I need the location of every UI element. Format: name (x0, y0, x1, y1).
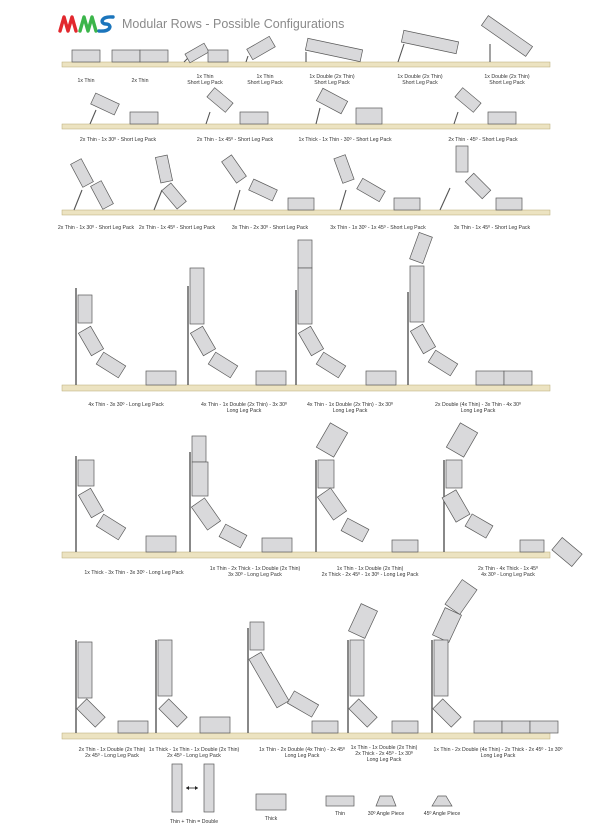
legend-angle-45 (424, 796, 461, 817)
config-18 (188, 268, 287, 414)
config-caption: 1x Thin (77, 78, 95, 84)
config-caption: 1x Thin - 2x Double (4x Thin) - 2x Thick - 2x 45º - 1x 30º Long Leg Pack (433, 747, 563, 759)
legend-thick (256, 794, 286, 822)
config-caption: 4x Thin - 3x 30º - Long Leg Pack (88, 402, 164, 408)
config-caption: 3x Thin - 2x 30º - Short Leg Pack (231, 225, 309, 231)
config-caption: 4x Thin - 1x Double (2x Thin) - 3x 30º Long Leg Pack (201, 402, 287, 414)
row-1-floor (62, 62, 550, 67)
config-caption: 2x Thin (131, 78, 149, 84)
config-04 (246, 36, 283, 86)
legend-label: Thin (334, 811, 346, 817)
page-title: Modular Rows - Possible Configurations (122, 17, 345, 31)
config-caption: 3x Thin - 1x 30º - 1x 45º - Short Leg Pack (330, 225, 426, 231)
legend-label: Thick (264, 816, 278, 822)
config-caption: 2x Thin - 1x Double (2x Thin) 2x 45º - Long Leg Pack (78, 747, 146, 759)
config-caption: 1x Thin Short Leg Pack (187, 74, 223, 86)
config-caption: 3x Thin - 1x 45º - Short Leg Pack (453, 225, 531, 231)
config-caption: 2x Thin - 1x 45º - Short Leg Pack (196, 137, 274, 143)
config-caption: 1x Thin - 1x Double (2x Thin) 2x Thick - 2x 45º - 1x 30º - Long Leg Pack (321, 566, 419, 578)
row-2-floor (62, 124, 550, 129)
config-caption: 2x Thin - 1x 30º - Short Leg Pack (79, 137, 157, 143)
config-10 (298, 88, 392, 143)
config-14 (222, 155, 314, 231)
config-caption: 2x Thin - 45º - Short Leg Pack (448, 137, 518, 143)
config-caption: 1x Thin - 1x Double (2x Thin) 2x Thick - 2x 45º - 1x 30º Long Leg Pack (350, 745, 418, 763)
config-11 (448, 88, 518, 143)
config-caption: 2x Thin - 1x 45º - Short Leg Pack (138, 225, 216, 231)
config-caption: 1x Thin - 2x Double (4x Thin) - 2x 45º Long Leg Pack (259, 747, 345, 759)
config-08 (80, 93, 158, 143)
config-caption: 1x Thick - 1x Thin - 1x Double (2x Thin) 2x 45º - Long Leg Pack (148, 747, 240, 759)
legend (170, 764, 461, 825)
config-caption: 2x Thin - 1x 30º - Short Leg Pack (57, 225, 135, 231)
config-09 (197, 88, 274, 143)
config-caption: 2x Thin - 4x Thick - 1x 45º 4x 30º - Long Leg Pack (478, 566, 538, 578)
legend-angle-30 (368, 796, 405, 817)
config-caption: 1x Double (2x Thin) Short Leg Pack (484, 74, 530, 86)
row-6-floor (62, 733, 550, 739)
config-caption: 1x Double (2x Thin) Short Leg Pack (309, 74, 355, 86)
config-caption: 1x Double (2x Thin) Short Leg Pack (397, 74, 443, 86)
legend-thin (326, 796, 354, 817)
config-16 (440, 146, 530, 231)
config-15 (330, 155, 426, 231)
config-26 (149, 640, 240, 759)
legend-label: Thin + Thin = Double (169, 819, 219, 825)
config-06 (397, 30, 458, 86)
config-12 (58, 159, 135, 231)
legend-thin-double (170, 764, 218, 825)
config-13 (139, 155, 216, 231)
config-caption: 1x Thick - 3x Thin - 3x 30º - Long Leg Pack (84, 570, 184, 576)
config-25 (76, 640, 148, 759)
brand-logo (60, 17, 113, 31)
config-caption: 2x Double (4x Thin) - 3x Thin - 4x 30º Long Leg Pack (435, 402, 521, 414)
row-4-floor (62, 385, 550, 391)
legend-label: 45º Angle Piece (423, 811, 461, 817)
row-5-floor (62, 552, 550, 558)
row-3-floor (62, 210, 550, 215)
config-caption: 1x Thin Short Leg Pack (247, 74, 283, 86)
legend-label: 30º Angle Piece (367, 811, 405, 817)
config-caption: 1x Thick - 1x Thin - 30º - Short Leg Pack (298, 137, 392, 143)
config-29 (432, 580, 563, 759)
config-caption: 4x Thin - 1x Double (2x Thin) - 3x 30º Long Leg Pack (307, 402, 393, 414)
config-07 (481, 16, 532, 86)
config-caption: 1x Thin - 2x Thick - 1x Double (2x Thin) 3x 30º - Long Leg Pack (209, 566, 301, 578)
